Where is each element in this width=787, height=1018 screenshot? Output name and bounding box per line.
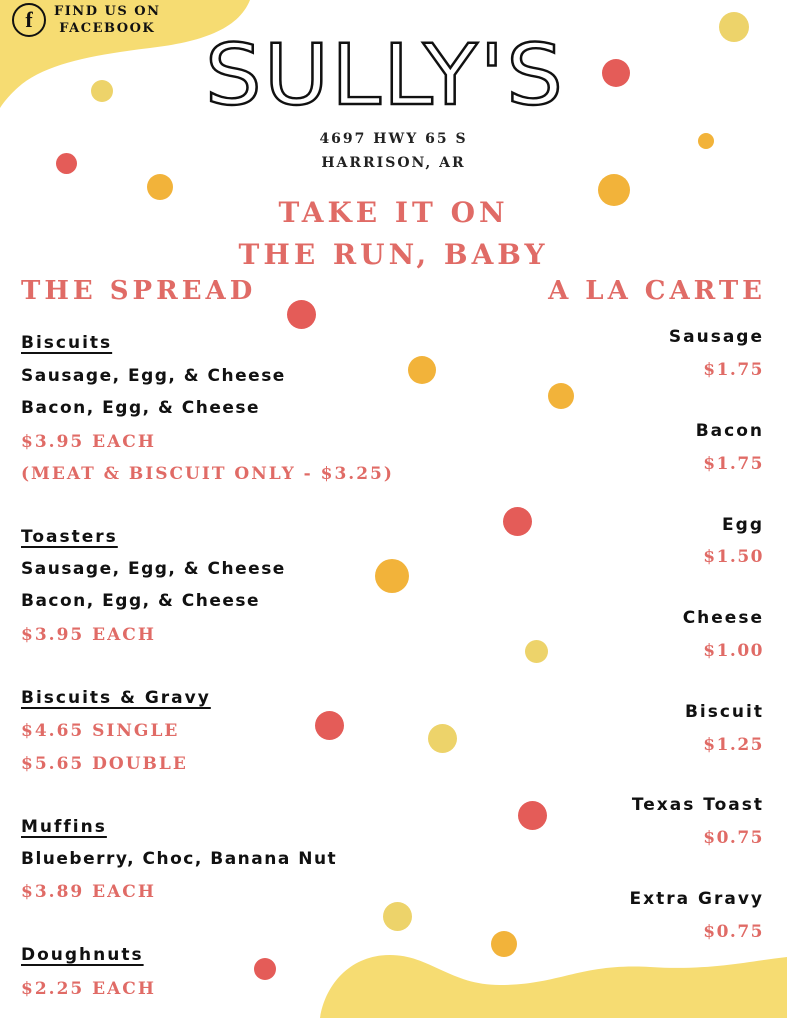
price-biscuits: $3.95 EACH [21,432,156,452]
carte-item-name: Bacon [695,421,764,441]
decorative-dot [525,640,548,663]
category-toasters: Toasters [21,527,118,547]
carte-item-price: $1.25 [703,735,764,755]
price-muffins: $3.89 EACH [21,882,156,902]
menu-item: Bacon, Egg, & Cheese [21,398,261,418]
address-line2: HARRISON, AR [321,155,466,171]
decorative-dot [383,902,412,931]
decorative-dot [491,931,517,957]
category-biscuits-gravy: Biscuits & Gravy [21,688,211,708]
decorative-dot [518,801,547,830]
menu-item-muffin-flavors: Blueberry, Choc, Banana Nut [21,849,338,869]
decorative-dot [91,80,113,102]
category-muffins: Muffins [21,817,107,837]
carte-item-price: $1.75 [703,454,764,474]
menu-item: Bacon, Egg, & Cheese [21,591,261,611]
carte-item-name: Sausage [668,327,764,347]
decorative-dot [428,724,457,753]
menu-item: Sausage, Egg, & Cheese [21,559,286,579]
logo-text: SULLY'S [205,28,565,120]
price-gravy-single: $4.65 SINGLE [21,721,180,741]
facebook-icon: f [12,3,46,37]
price-gravy-double: $5.65 DOUBLE [21,754,188,774]
carte-item-name: Biscuit [684,702,764,722]
decorative-dot [375,559,409,593]
menu-item: Sausage, Egg, & Cheese [21,366,286,386]
price-toasters: $3.95 EACH [21,625,156,645]
carte-item-name: Egg [722,515,764,535]
decorative-dot [408,356,436,384]
decorative-dot [719,12,749,42]
price-note-meat-biscuit: (MEAT & BISCUIT ONLY - $3.25) [21,464,394,484]
address-line1: 4697 HWY 65 S [319,131,468,147]
decorative-dot [315,711,344,740]
decorative-dot [503,507,532,536]
section-title-a-la-carte: A LA CARTE [548,276,766,306]
decorative-dot [602,59,630,87]
sullys-logo [200,28,570,120]
section-title-spread: THE SPREAD [21,276,257,306]
carte-item-price: $1.00 [703,641,764,661]
decorative-dot [287,300,316,329]
bottom-right-yellow-blob [320,945,787,1018]
facebook-label [54,3,160,37]
decorative-dot [254,958,276,980]
carte-item-price: $0.75 [703,922,764,942]
category-biscuits: Biscuits [21,333,113,353]
facebook-label-line2: FACEBOOK [59,21,156,36]
carte-item-price: $1.75 [703,360,764,380]
facebook-link[interactable] [12,3,160,37]
carte-item-price: $1.50 [703,547,764,567]
carte-item-name: Cheese [682,608,764,628]
decorative-dot [548,383,574,409]
tagline-line2: THE RUN, BABY [238,238,549,271]
facebook-label-line1: FIND US ON [54,4,161,19]
price-doughnuts: $2.25 EACH [21,979,156,999]
category-doughnuts: Doughnuts [21,945,144,965]
carte-item-name: Extra Gravy [629,889,764,909]
carte-item-name: Texas Toast [631,795,764,815]
carte-item-price: $0.75 [703,828,764,848]
tagline-line1: TAKE IT ON [278,196,509,229]
